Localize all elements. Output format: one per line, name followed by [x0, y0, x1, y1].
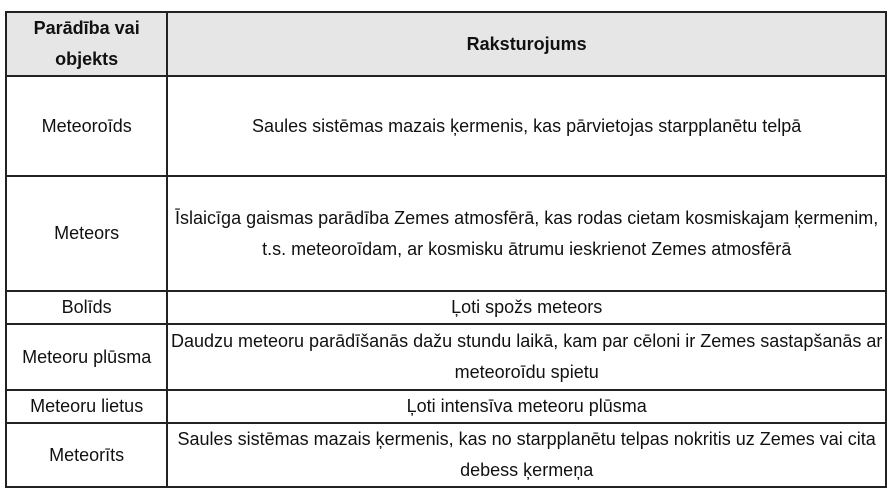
table-row [6, 176, 886, 291]
table-row [6, 76, 886, 176]
table-row [6, 423, 886, 487]
cell-object: Meteoru plūsma [6, 324, 167, 390]
cell-description: Ļoti intensīva meteoru plūsma [167, 390, 886, 423]
table-row [6, 324, 886, 390]
cell-object: Meteors [6, 176, 167, 291]
cell-object: Bolīds [6, 291, 167, 324]
cell-description: Daudzu meteoru parādīšanās dažu stundu laikā, kam par cēloni ir Zemes sastapšanās ar meteoroīdu spietu [167, 324, 886, 390]
definitions-table [5, 11, 887, 488]
table-row [6, 291, 886, 324]
cell-object: Meteoroīds [6, 76, 167, 176]
cell-description: Ļoti spožs meteors [167, 291, 886, 324]
cell-object: Meteoru lietus [6, 390, 167, 423]
cell-object: Meteorīts [6, 423, 167, 487]
table-header-row [6, 12, 886, 76]
cell-description: Saules sistēmas mazais ķermenis, kas no starpplanētu telpas nokritis uz Zemes vai cita debess ķermeņa [167, 423, 886, 487]
header-description: Raksturojums [167, 12, 886, 76]
cell-description: Saules sistēmas mazais ķermenis, kas pārvietojas starpplanētu telpā [167, 76, 886, 176]
table-row [6, 390, 886, 423]
cell-description: Īslaicīga gaismas parādība Zemes atmosfērā, kas rodas cietam kosmiskajam ķermenim, t.s. meteoroīdam, ar kosmisku ātrumu ieskrienot Zemes atmosfērā [167, 176, 886, 291]
header-object: Parādība vai objekts [6, 12, 167, 76]
